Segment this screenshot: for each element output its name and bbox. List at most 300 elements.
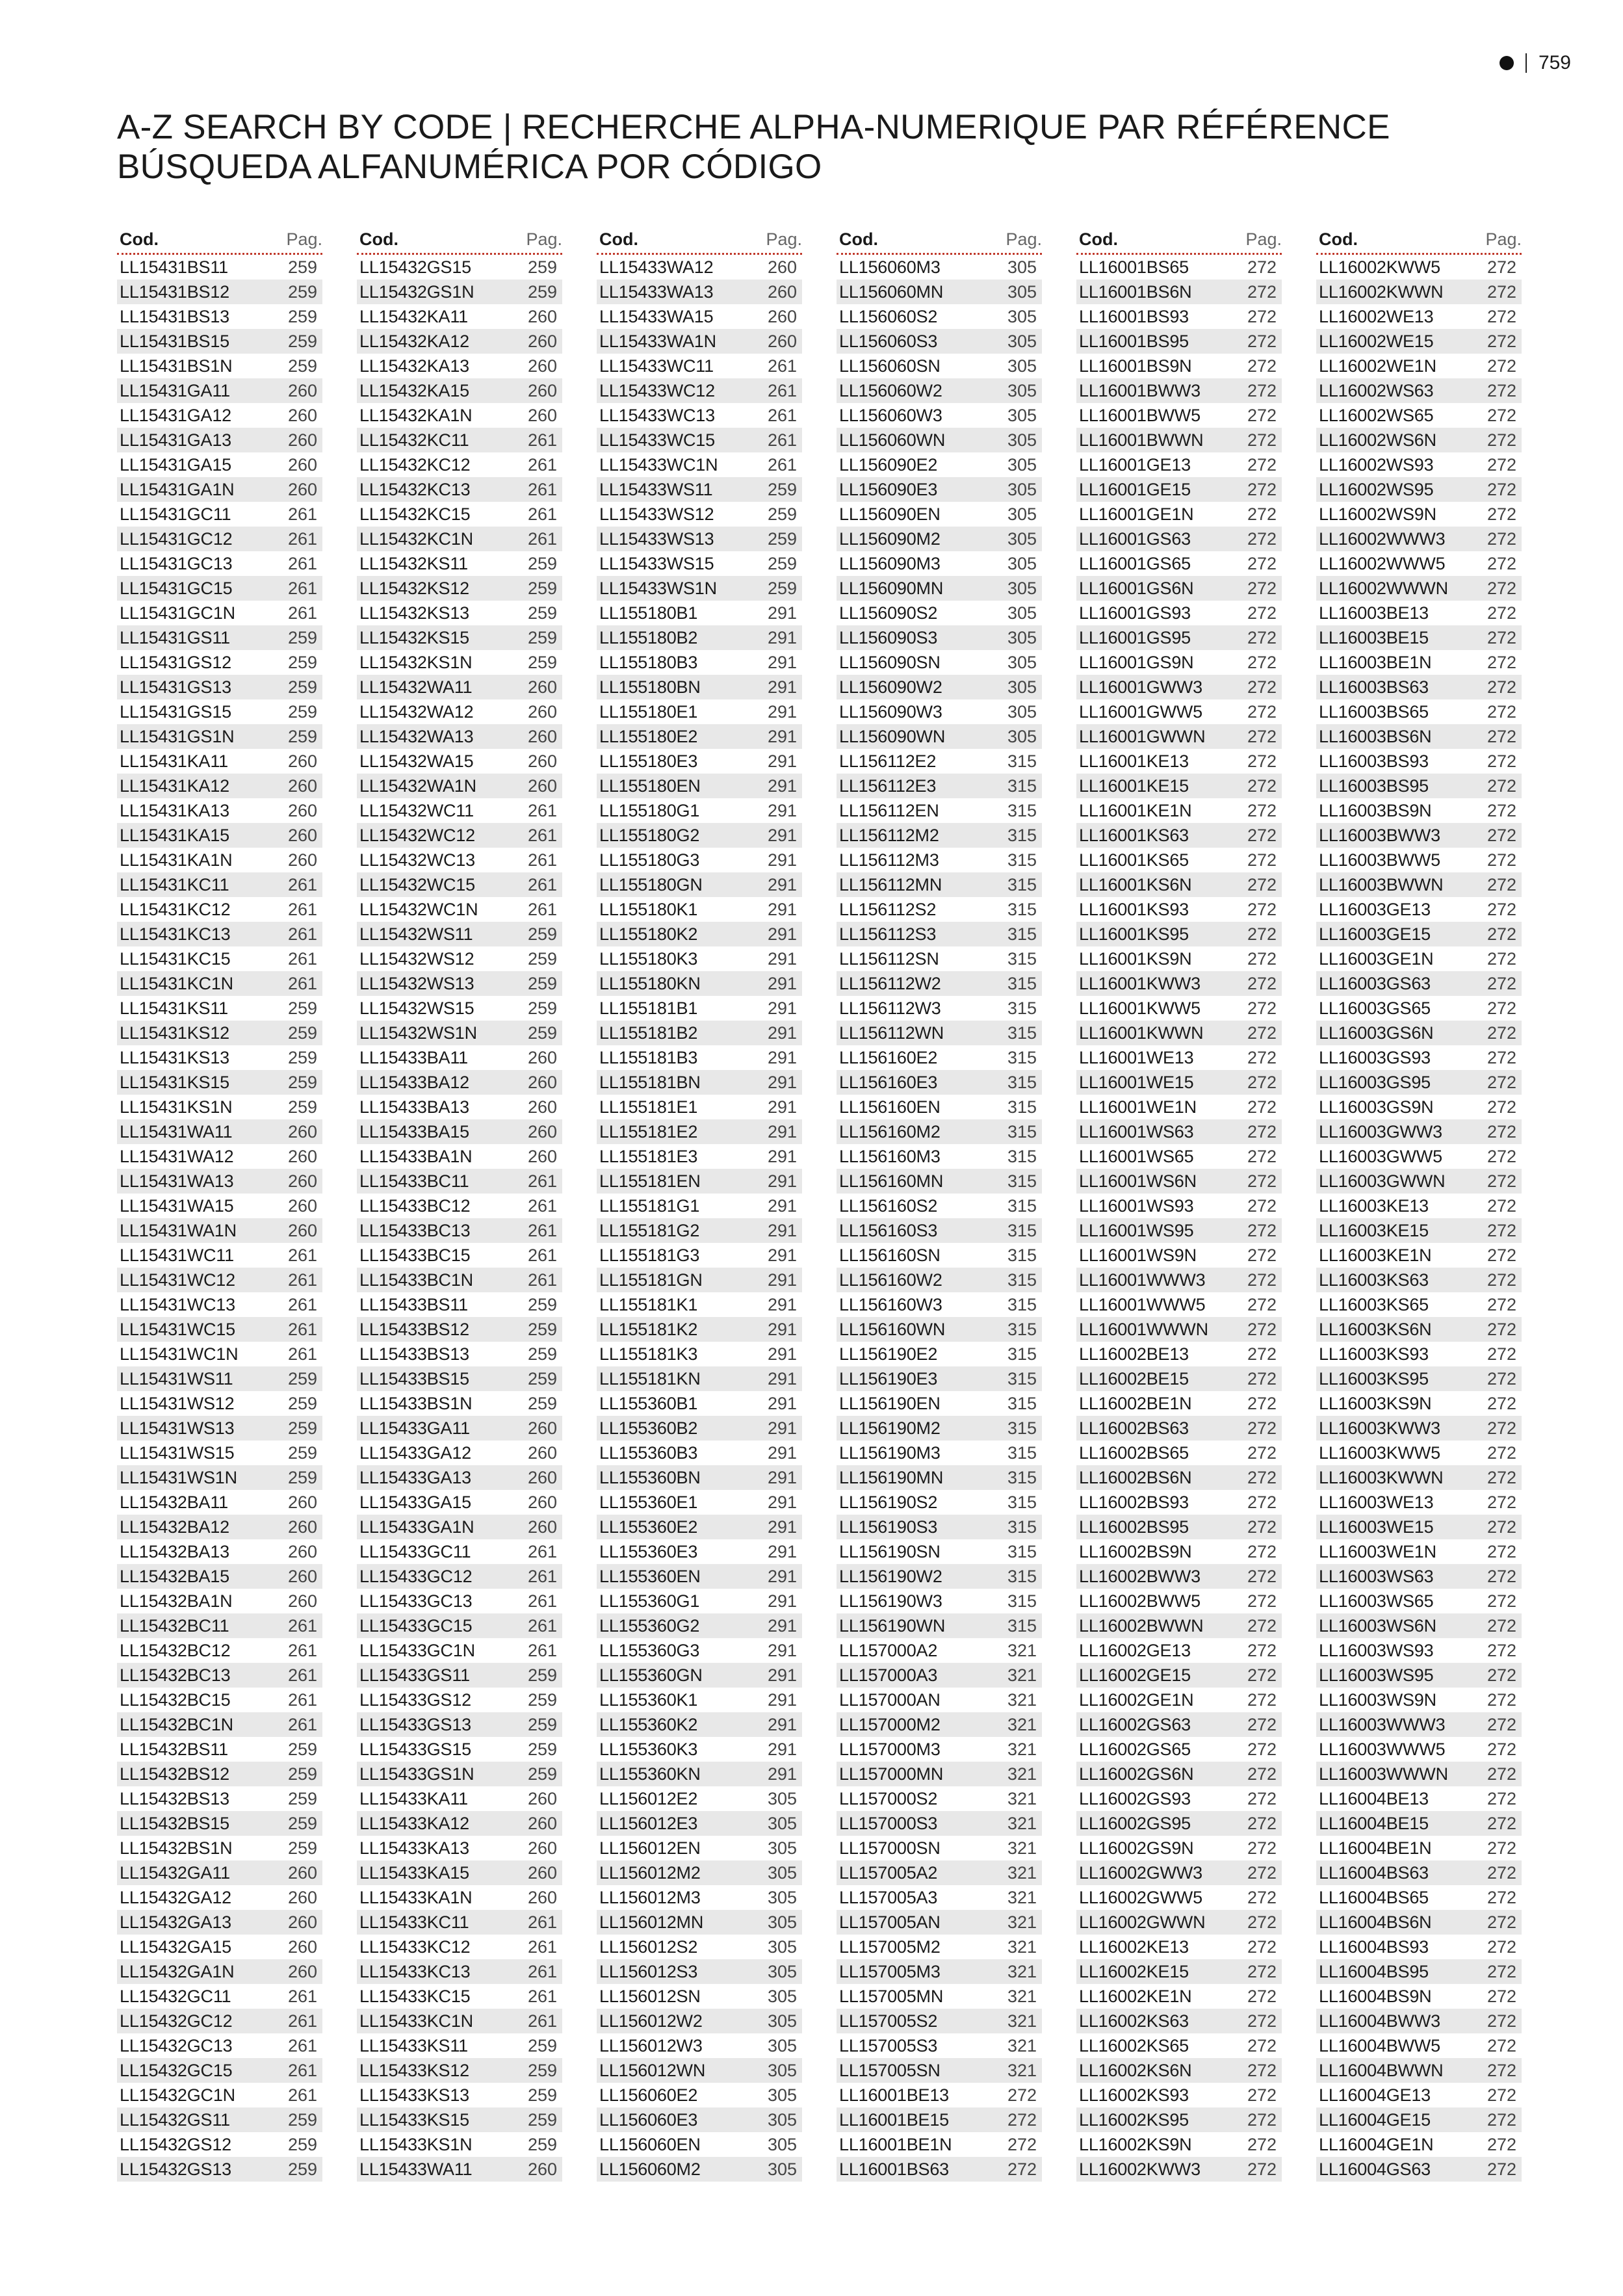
product-code: LL15433BA1N bbox=[359, 1147, 473, 1166]
product-code: LL16001BS63 bbox=[839, 2159, 949, 2179]
table-row bbox=[357, 1490, 562, 1515]
page-reference: 272 bbox=[1487, 826, 1516, 845]
page-reference: 305 bbox=[767, 1814, 797, 1833]
product-code: LL16001BS9N bbox=[1079, 356, 1192, 376]
page-reference: 291 bbox=[767, 1270, 797, 1290]
table-row bbox=[357, 280, 562, 304]
table-row bbox=[117, 848, 322, 872]
page-reference: 315 bbox=[1007, 850, 1037, 870]
product-code: LL156060WN bbox=[839, 430, 946, 450]
product-code: LL157005S3 bbox=[839, 2036, 938, 2055]
page-reference: 259 bbox=[287, 1814, 317, 1833]
page-reference: 272 bbox=[1487, 677, 1516, 697]
product-code: LL156012E3 bbox=[599, 1814, 698, 1833]
page-reference: 321 bbox=[1007, 1715, 1037, 1734]
table-row bbox=[1316, 1366, 1522, 1391]
page-reference: 261 bbox=[287, 529, 317, 549]
page-reference: 260 bbox=[287, 801, 317, 820]
product-code: LL16002GWW3 bbox=[1079, 1863, 1202, 1883]
product-code: LL156012E2 bbox=[599, 1789, 698, 1808]
product-code: LL16003GS65 bbox=[1319, 998, 1431, 1018]
table-row bbox=[117, 329, 322, 354]
table-row bbox=[837, 996, 1042, 1021]
table-row bbox=[597, 1070, 802, 1095]
page-reference: 272 bbox=[1487, 307, 1516, 326]
page-reference: 272 bbox=[1487, 653, 1516, 672]
page-reference: 259 bbox=[287, 727, 317, 746]
product-code: LL16001GWW5 bbox=[1079, 702, 1202, 722]
table-row bbox=[837, 1268, 1042, 1292]
page-reference: 272 bbox=[1487, 257, 1516, 277]
product-code: LL16002GS93 bbox=[1079, 1789, 1191, 1808]
table-row bbox=[837, 452, 1042, 477]
product-code: LL16003GS95 bbox=[1319, 1073, 1431, 1092]
page-reference: 305 bbox=[1007, 282, 1037, 302]
product-code: LL155181B1 bbox=[599, 998, 698, 1018]
page-reference: 305 bbox=[1007, 307, 1037, 326]
product-code: LL16003GWW5 bbox=[1319, 1147, 1442, 1166]
product-code: LL156160M3 bbox=[839, 1147, 941, 1166]
product-code: LL16003KE15 bbox=[1319, 1221, 1429, 1240]
product-code: LL15431WS11 bbox=[120, 1369, 233, 1389]
page-reference: 259 bbox=[527, 1320, 557, 1339]
product-code: LL156012W3 bbox=[599, 2036, 703, 2055]
page-reference: 260 bbox=[287, 1591, 317, 1611]
table-row bbox=[597, 2157, 802, 2182]
table-row bbox=[1316, 946, 1522, 971]
product-code: LL15433KS1N bbox=[359, 2135, 473, 2154]
product-code: LL16003KWW3 bbox=[1319, 1418, 1440, 1438]
product-code: LL155180E1 bbox=[599, 702, 698, 722]
page-reference: 261 bbox=[527, 1542, 557, 1561]
table-row bbox=[1076, 1268, 1282, 1292]
table-row bbox=[597, 798, 802, 823]
page-reference: 261 bbox=[287, 1987, 317, 2006]
page-reference: 272 bbox=[1247, 1591, 1277, 1611]
table-row bbox=[837, 1095, 1042, 1119]
table-row bbox=[117, 774, 322, 798]
page-title bbox=[117, 107, 1390, 187]
page-reference: 315 bbox=[1007, 1073, 1037, 1092]
product-code: LL16001BE15 bbox=[839, 2110, 949, 2130]
page-reference: 260 bbox=[527, 1147, 557, 1166]
table-row bbox=[597, 897, 802, 922]
table-row bbox=[1076, 428, 1282, 452]
product-code: LL155360BN bbox=[599, 1468, 701, 1487]
product-code: LL16003BS93 bbox=[1319, 751, 1429, 771]
table-row bbox=[117, 798, 322, 823]
table-row bbox=[1316, 1391, 1522, 1416]
page-reference: 272 bbox=[1247, 1122, 1277, 1141]
table-row bbox=[117, 1366, 322, 1391]
product-code: LL15432WC15 bbox=[359, 875, 475, 894]
table-row bbox=[117, 1737, 322, 1762]
table-row bbox=[1316, 255, 1522, 280]
page-reference: 261 bbox=[527, 801, 557, 820]
table-row bbox=[357, 1589, 562, 1613]
table-row bbox=[117, 897, 322, 922]
product-code: LL16002WS93 bbox=[1319, 455, 1434, 475]
page-reference: 260 bbox=[767, 282, 797, 302]
table-row bbox=[597, 1688, 802, 1712]
product-code: LL15433BC1N bbox=[359, 1270, 473, 1290]
page-reference: 272 bbox=[1247, 801, 1277, 820]
page-reference: 272 bbox=[1487, 1542, 1516, 1561]
table-row bbox=[1316, 354, 1522, 378]
page-reference: 272 bbox=[1487, 1369, 1516, 1389]
product-code: LL155180K2 bbox=[599, 924, 698, 944]
product-code: LL16002BWW3 bbox=[1079, 1567, 1201, 1586]
product-code: LL16003WS95 bbox=[1319, 1665, 1434, 1685]
product-code: LL16003KS6N bbox=[1319, 1320, 1432, 1339]
product-code: LL15433KS11 bbox=[359, 2036, 468, 2055]
page-reference: 272 bbox=[1247, 1838, 1277, 1858]
page-reference: 272 bbox=[1247, 751, 1277, 771]
product-code: LL15431WC11 bbox=[120, 1246, 234, 1265]
table-row bbox=[1076, 1564, 1282, 1589]
product-code: LL155180K3 bbox=[599, 949, 698, 969]
table-row bbox=[1076, 749, 1282, 774]
page-reference: 272 bbox=[1487, 1221, 1516, 1240]
product-code: LL16001BE1N bbox=[839, 2135, 952, 2154]
table-row bbox=[597, 1021, 802, 1045]
page-reference: 261 bbox=[527, 875, 557, 894]
page-reference: 261 bbox=[287, 504, 317, 524]
page-reference: 261 bbox=[287, 1246, 317, 1265]
page-reference: 272 bbox=[1247, 430, 1277, 450]
table-row bbox=[357, 354, 562, 378]
page-reference: 272 bbox=[1487, 1715, 1516, 1734]
product-code: LL155181G3 bbox=[599, 1246, 700, 1265]
page-reference: 261 bbox=[287, 1295, 317, 1314]
table-row bbox=[1076, 1688, 1282, 1712]
table-row bbox=[357, 1218, 562, 1243]
page-reference: 272 bbox=[1247, 504, 1277, 524]
page-reference: 260 bbox=[287, 1863, 317, 1883]
page-reference: 291 bbox=[767, 1147, 797, 1166]
table-row bbox=[357, 1663, 562, 1688]
product-code: LL16001BE13 bbox=[839, 2085, 949, 2105]
table-row bbox=[1316, 897, 1522, 922]
page-reference: 260 bbox=[527, 1048, 557, 1067]
product-code: LL157005M3 bbox=[839, 1962, 941, 1981]
table-row bbox=[1316, 675, 1522, 699]
page-reference: 259 bbox=[527, 2036, 557, 2055]
page-reference: 260 bbox=[527, 1122, 557, 1141]
product-code: LL156090M3 bbox=[839, 554, 941, 573]
product-code: LL15432GA12 bbox=[120, 1888, 231, 1907]
product-code: LL157005MN bbox=[839, 1987, 944, 2006]
product-code: LL16002WWW5 bbox=[1319, 554, 1446, 573]
page-reference: 259 bbox=[287, 1764, 317, 1784]
page-reference: 291 bbox=[767, 850, 797, 870]
table-row bbox=[1076, 2058, 1282, 2083]
table-row bbox=[597, 625, 802, 650]
page-reference: 272 bbox=[1247, 1097, 1277, 1117]
product-code: LL16004BS95 bbox=[1319, 1962, 1429, 1981]
product-code: LL15431GS12 bbox=[120, 653, 231, 672]
table-row bbox=[837, 1860, 1042, 1885]
table-row bbox=[357, 2058, 562, 2083]
product-code: LL155181E3 bbox=[599, 1147, 698, 1166]
table-row bbox=[837, 255, 1042, 280]
product-code: LL16001KS93 bbox=[1079, 900, 1189, 919]
product-code: LL15433KC1N bbox=[359, 2011, 473, 2031]
table-row bbox=[597, 502, 802, 527]
table-row bbox=[1316, 774, 1522, 798]
product-code: LL156060W3 bbox=[839, 406, 942, 425]
product-code: LL15433KA11 bbox=[359, 1789, 468, 1808]
page-reference: 272 bbox=[1247, 455, 1277, 475]
table-row bbox=[1316, 823, 1522, 848]
page-reference: 305 bbox=[1007, 579, 1037, 598]
table-row bbox=[597, 255, 802, 280]
table-row bbox=[1076, 2083, 1282, 2107]
table-row bbox=[357, 601, 562, 625]
page-reference: 259 bbox=[287, 998, 317, 1018]
table-row bbox=[1316, 1638, 1522, 1663]
product-code: LL156090EN bbox=[839, 504, 941, 524]
product-code: LL156112MN bbox=[839, 875, 942, 894]
product-code: LL16002BS63 bbox=[1079, 1418, 1189, 1438]
product-code: LL15433GA11 bbox=[359, 1418, 470, 1438]
product-code: LL16004BS93 bbox=[1319, 1937, 1429, 1957]
page-reference: 272 bbox=[1487, 998, 1516, 1018]
table-row bbox=[357, 1737, 562, 1762]
table-row bbox=[117, 1836, 322, 1860]
table-row bbox=[1316, 1613, 1522, 1638]
table-row bbox=[357, 403, 562, 428]
page-reference: 315 bbox=[1007, 1418, 1037, 1438]
product-code: LL15432BS12 bbox=[120, 1764, 229, 1784]
table-row bbox=[597, 354, 802, 378]
product-code: LL16004GE1N bbox=[1319, 2135, 1434, 2154]
table-row bbox=[117, 650, 322, 675]
table-row bbox=[597, 280, 802, 304]
table-row bbox=[117, 1984, 322, 2009]
table-row bbox=[597, 329, 802, 354]
product-code: LL16002KS6N bbox=[1079, 2061, 1192, 2080]
product-code: LL16002GE15 bbox=[1079, 1665, 1191, 1685]
product-code: LL15433BS12 bbox=[359, 1320, 469, 1339]
product-code: LL15432WA1N bbox=[359, 776, 476, 796]
table-row bbox=[837, 1243, 1042, 1268]
product-code: LL15431GC15 bbox=[120, 579, 233, 598]
page-reference: 272 bbox=[1247, 949, 1277, 969]
page-reference: 305 bbox=[1007, 628, 1037, 647]
table-row bbox=[1316, 2132, 1522, 2157]
product-code: LL15432WA13 bbox=[359, 727, 474, 746]
page-reference: 259 bbox=[287, 1073, 317, 1092]
product-code: LL15432KA11 bbox=[359, 307, 468, 326]
product-code: LL156190WN bbox=[839, 1616, 946, 1636]
table-row bbox=[837, 1910, 1042, 1935]
table-row bbox=[837, 1811, 1042, 1836]
product-code: LL16004BS9N bbox=[1319, 1987, 1432, 2006]
page-reference: 272 bbox=[1247, 1888, 1277, 1907]
page-reference: 261 bbox=[527, 1246, 557, 1265]
header-page-label: Pag. bbox=[526, 229, 562, 249]
table-row bbox=[837, 1737, 1042, 1762]
column-header bbox=[117, 226, 322, 255]
table-row bbox=[1316, 1441, 1522, 1465]
table-row bbox=[1076, 1070, 1282, 1095]
page-reference: 272 bbox=[1247, 554, 1277, 573]
table-row bbox=[1076, 1786, 1282, 1811]
product-code: LL156090SN bbox=[839, 653, 941, 672]
product-code: LL15433WA13 bbox=[599, 282, 714, 302]
page-reference: 321 bbox=[1007, 2011, 1037, 2031]
table-row bbox=[1316, 1243, 1522, 1268]
table-row bbox=[1316, 1070, 1522, 1095]
product-code: LL15433WS13 bbox=[599, 529, 714, 549]
table-row bbox=[597, 1613, 802, 1638]
page-reference: 272 bbox=[1487, 1246, 1516, 1265]
table-row bbox=[597, 1490, 802, 1515]
product-code: LL15431BS13 bbox=[120, 307, 229, 326]
product-code: LL156160E3 bbox=[839, 1073, 938, 1092]
page-reference: 261 bbox=[527, 1962, 557, 1981]
page-reference: 272 bbox=[1487, 1344, 1516, 1364]
page-reference: 259 bbox=[527, 1394, 557, 1413]
table-row bbox=[357, 1836, 562, 1860]
product-code: LL16003KS65 bbox=[1319, 1295, 1429, 1314]
product-code: LL15432BC11 bbox=[120, 1616, 229, 1636]
product-code: LL16003BS95 bbox=[1319, 776, 1429, 796]
table-row bbox=[357, 996, 562, 1021]
title-line-1: A-Z SEARCH BY CODE | RECHERCHE ALPHA-NUMERIQUE PAR RÉFÉRENCE bbox=[117, 108, 1390, 146]
product-code: LL16002KWW3 bbox=[1079, 2159, 1201, 2179]
product-code: LL16002BWWN bbox=[1079, 1616, 1204, 1636]
product-code: LL16002WS95 bbox=[1319, 480, 1434, 499]
page-reference: 315 bbox=[1007, 776, 1037, 796]
page-reference: 259 bbox=[287, 356, 317, 376]
table-row bbox=[357, 551, 562, 576]
product-code: LL16002WS9N bbox=[1319, 504, 1436, 524]
page-reference: 259 bbox=[287, 282, 317, 302]
page-reference: 272 bbox=[1247, 1147, 1277, 1166]
table-row bbox=[597, 1243, 802, 1268]
product-code: LL156112M3 bbox=[839, 850, 939, 870]
table-row bbox=[1316, 452, 1522, 477]
product-code: LL16001GS63 bbox=[1079, 529, 1191, 549]
page-reference: 261 bbox=[287, 1641, 317, 1660]
table-row bbox=[1076, 304, 1282, 329]
table-row bbox=[597, 848, 802, 872]
table-row bbox=[597, 2058, 802, 2083]
table-row bbox=[1316, 724, 1522, 749]
product-code: LL15432WC12 bbox=[359, 826, 475, 845]
table-row bbox=[117, 675, 322, 699]
table-row bbox=[357, 1268, 562, 1292]
page-reference: 291 bbox=[767, 1221, 797, 1240]
product-code: LL156090M2 bbox=[839, 529, 941, 549]
product-code: LL16001BS95 bbox=[1079, 332, 1189, 351]
product-code: LL16003KS63 bbox=[1319, 1270, 1429, 1290]
product-code: LL15431WC12 bbox=[120, 1270, 235, 1290]
product-code: LL155181K1 bbox=[599, 1295, 698, 1314]
page-reference: 259 bbox=[527, 257, 557, 277]
page-reference: 259 bbox=[287, 2110, 317, 2130]
table-row bbox=[1076, 996, 1282, 1021]
table-row bbox=[837, 1688, 1042, 1712]
table-row bbox=[1316, 378, 1522, 403]
page-reference: 259 bbox=[287, 1468, 317, 1487]
table-row bbox=[597, 996, 802, 1021]
table-row bbox=[117, 1490, 322, 1515]
product-code: LL15432GA13 bbox=[120, 1912, 231, 1932]
page-reference: 261 bbox=[287, 1690, 317, 1710]
product-code: LL15431WS1N bbox=[120, 1468, 237, 1487]
product-code: LL15432BC15 bbox=[120, 1690, 231, 1710]
product-code: LL16001GWW3 bbox=[1079, 677, 1202, 697]
table-row bbox=[357, 2009, 562, 2033]
product-code: LL155360K1 bbox=[599, 1690, 698, 1710]
table-row bbox=[117, 477, 322, 502]
table-row bbox=[117, 1021, 322, 1045]
table-row bbox=[1316, 1663, 1522, 1688]
page-reference: 259 bbox=[527, 1369, 557, 1389]
table-row bbox=[357, 699, 562, 724]
page-reference: 260 bbox=[287, 1122, 317, 1141]
product-code: LL15432BC1N bbox=[120, 1715, 233, 1734]
product-code: LL155180E3 bbox=[599, 751, 698, 771]
product-code: LL16004BS65 bbox=[1319, 1888, 1429, 1907]
page-reference: 305 bbox=[767, 2036, 797, 2055]
page-reference: 291 bbox=[767, 1468, 797, 1487]
page-reference: 272 bbox=[1487, 1048, 1516, 1067]
page-reference: 315 bbox=[1007, 1517, 1037, 1537]
product-code: LL156160S2 bbox=[839, 1196, 938, 1216]
table-row bbox=[117, 2132, 322, 2157]
table-row bbox=[357, 1144, 562, 1169]
page-reference: 260 bbox=[287, 430, 317, 450]
product-code: LL15433WS15 bbox=[599, 554, 714, 573]
table-row bbox=[1316, 1119, 1522, 1144]
product-code: LL16004BE13 bbox=[1319, 1789, 1429, 1808]
page-reference: 272 bbox=[1487, 1320, 1516, 1339]
product-code: LL156060M3 bbox=[839, 257, 941, 277]
page-reference: 291 bbox=[767, 1196, 797, 1216]
table-row bbox=[357, 625, 562, 650]
page-reference: 259 bbox=[287, 2159, 317, 2179]
page-reference: 272 bbox=[1247, 1295, 1277, 1314]
table-row bbox=[357, 527, 562, 551]
table-row bbox=[1316, 1021, 1522, 1045]
page-reference: 272 bbox=[1247, 1443, 1277, 1463]
page-reference: 260 bbox=[287, 1221, 317, 1240]
page-reference: 272 bbox=[1487, 332, 1516, 351]
product-code: LL15431WC13 bbox=[120, 1295, 235, 1314]
page-reference: 315 bbox=[1007, 1616, 1037, 1636]
table-row bbox=[1316, 477, 1522, 502]
column-header bbox=[1316, 226, 1522, 255]
page-reference: 260 bbox=[287, 406, 317, 425]
page-reference: 315 bbox=[1007, 1320, 1037, 1339]
table-row bbox=[1316, 1712, 1522, 1737]
table-row bbox=[837, 675, 1042, 699]
product-code: LL16001WS93 bbox=[1079, 1196, 1194, 1216]
page-reference: 315 bbox=[1007, 1443, 1037, 1463]
page-reference: 272 bbox=[1247, 1344, 1277, 1364]
page-reference: 315 bbox=[1007, 1023, 1037, 1043]
page-reference: 305 bbox=[767, 1937, 797, 1957]
table-row bbox=[837, 551, 1042, 576]
product-code: LL156090S2 bbox=[839, 603, 938, 623]
table-row bbox=[597, 1441, 802, 1465]
page-reference: 272 bbox=[1247, 702, 1277, 722]
table-row bbox=[1076, 1416, 1282, 1441]
